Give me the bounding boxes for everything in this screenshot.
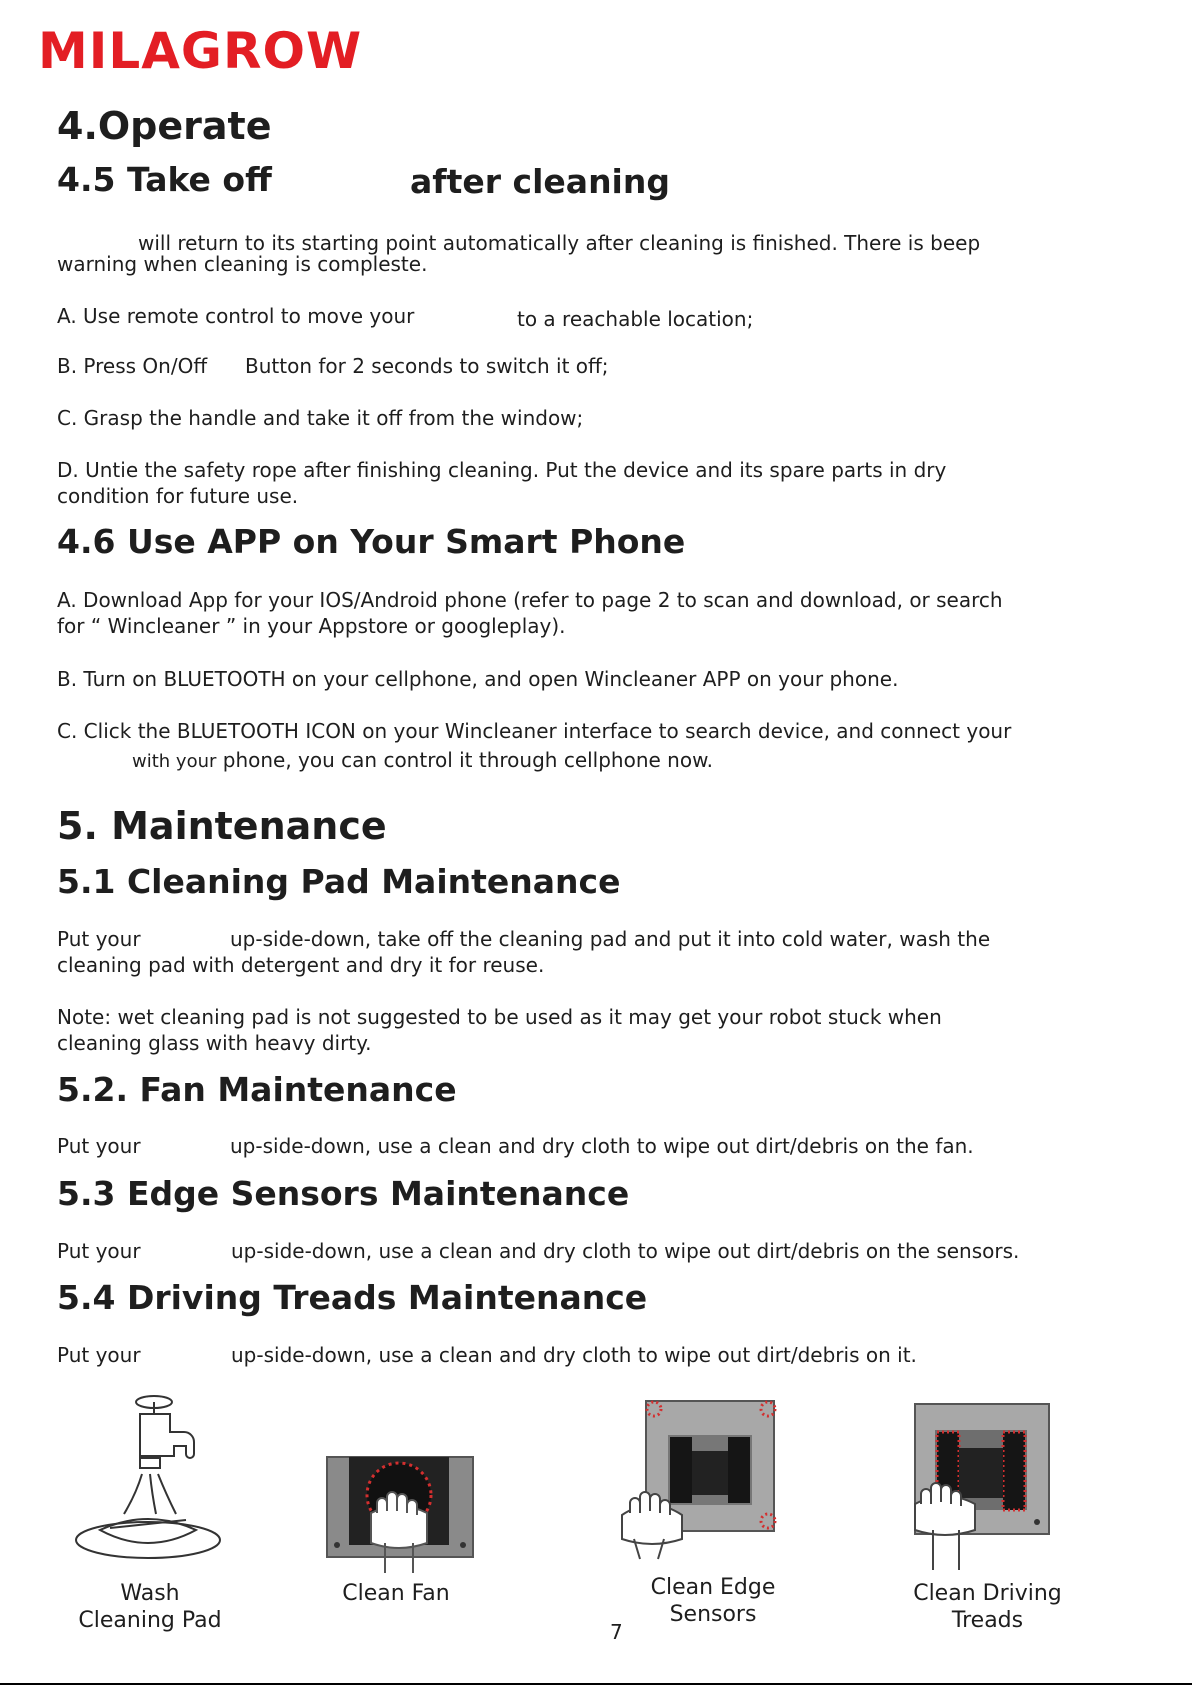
section-5-title: 5. Maintenance (57, 804, 387, 848)
s46-step-c-line1: C. Click the BLUETOOTH ICON on your Wincleaner interface to search device, and connect your (57, 719, 1012, 743)
caption-clean-driving-treads (900, 1580, 1075, 1634)
s53-para-start: Put your (57, 1239, 141, 1263)
caption-edge-line2: Sensors (669, 1602, 757, 1627)
caption-clean-fan: Clean Fan (342, 1581, 450, 1606)
s45-step-a: A. Use remote control to move your (57, 304, 415, 328)
s54-para: up-side-down, use a clean and dry cloth to wipe out dirt/debris on it. (231, 1343, 917, 1367)
caption-wash-line2: Cleaning Pad (78, 1608, 222, 1633)
s46-with-your: with your (132, 751, 217, 772)
s45-line1: will return to its starting point automatically after cleaning is finished. There is beep (138, 231, 981, 255)
section-4-6-title: 4.6 Use APP on Your Smart Phone (57, 522, 686, 561)
section-4-5-title-tail: after cleaning (410, 162, 670, 201)
caption-wash-line1: Wash (120, 1581, 180, 1606)
s52-para-start: Put your (57, 1134, 141, 1158)
s52-para: up-side-down, use a clean and dry cloth to wipe out dirt/debris on the fan. (230, 1134, 974, 1158)
s45-step-b-tail: Button for 2 seconds to switch it off; (245, 354, 609, 378)
s51-para-start: Put your (57, 927, 141, 951)
section-5-3-title: 5.3 Edge Sensors Maintenance (57, 1174, 630, 1213)
s51-note-line1: Note: wet cleaning pad is not suggested to be used as it may get your robot stuck when (57, 1005, 942, 1029)
s51-para-line1: up-side-down, take off the cleaning pad and put it into cold water, wash the (230, 927, 991, 951)
s46-step-c-line2-tail: phone, you can control it through cellphone now. (216, 748, 713, 772)
s45-line2: warning when cleaning is compleste. (57, 252, 428, 276)
section-5-4-title: 5.4 Driving Treads Maintenance (57, 1278, 648, 1317)
clean-edge-sensors-illustration (620, 1395, 780, 1565)
caption-clean-edge-sensors (628, 1574, 798, 1628)
s53-para: up-side-down, use a clean and dry cloth to wipe out dirt/debris on the sensors. (231, 1239, 1020, 1263)
s46-step-a-line2: for “ Wincleaner ” in your Appstore or googleplay). (57, 614, 566, 638)
section-4-5-title: 4.5 Take off (57, 160, 272, 199)
s45-step-b: B. Press On/Off (57, 354, 208, 378)
s54-para-start: Put your (57, 1343, 141, 1367)
wash-pad-illustration (70, 1390, 230, 1565)
caption-treads-line2: Treads (951, 1608, 1024, 1633)
page-number: 7 (610, 1620, 623, 1644)
milagrow-logo: MILAGROW (38, 22, 363, 80)
caption-treads-line1: Clean Driving (913, 1581, 1062, 1606)
section-5-2-title: 5.2. Fan Maintenance (57, 1070, 457, 1109)
s51-note-line2: cleaning glass with heavy dirty. (57, 1031, 372, 1055)
s45-step-a-tail: to a reachable location; (517, 307, 754, 331)
section-4-title: 4.Operate (57, 104, 272, 148)
s46-step-b: B. Turn on BLUETOOTH on your cellphone, and open Wincleaner APP on your phone. (57, 667, 899, 691)
s45-step-d-line2: condition for future use. (57, 484, 299, 508)
s45-step-c: C. Grasp the handle and take it off from the window; (57, 406, 584, 430)
s46-step-a-line1: A. Download App for your IOS/Android phone (refer to page 2 to scan and download, or search (57, 588, 1003, 612)
s45-step-d-line1: D. Untie the safety rope after finishing cleaning. Put the device and its spare parts in dry (57, 458, 947, 482)
caption-edge-line1: Clean Edge (650, 1575, 776, 1600)
s46-step-c-line2 (132, 747, 713, 775)
clean-fan-illustration (325, 1455, 477, 1575)
s51-para-line2: cleaning pad with detergent and dry it for reuse. (57, 953, 545, 977)
section-5-1-title: 5.1 Cleaning Pad Maintenance (57, 862, 621, 901)
clean-driving-treads-illustration (905, 1400, 1055, 1575)
caption-wash-cleaning-pad (60, 1580, 240, 1634)
